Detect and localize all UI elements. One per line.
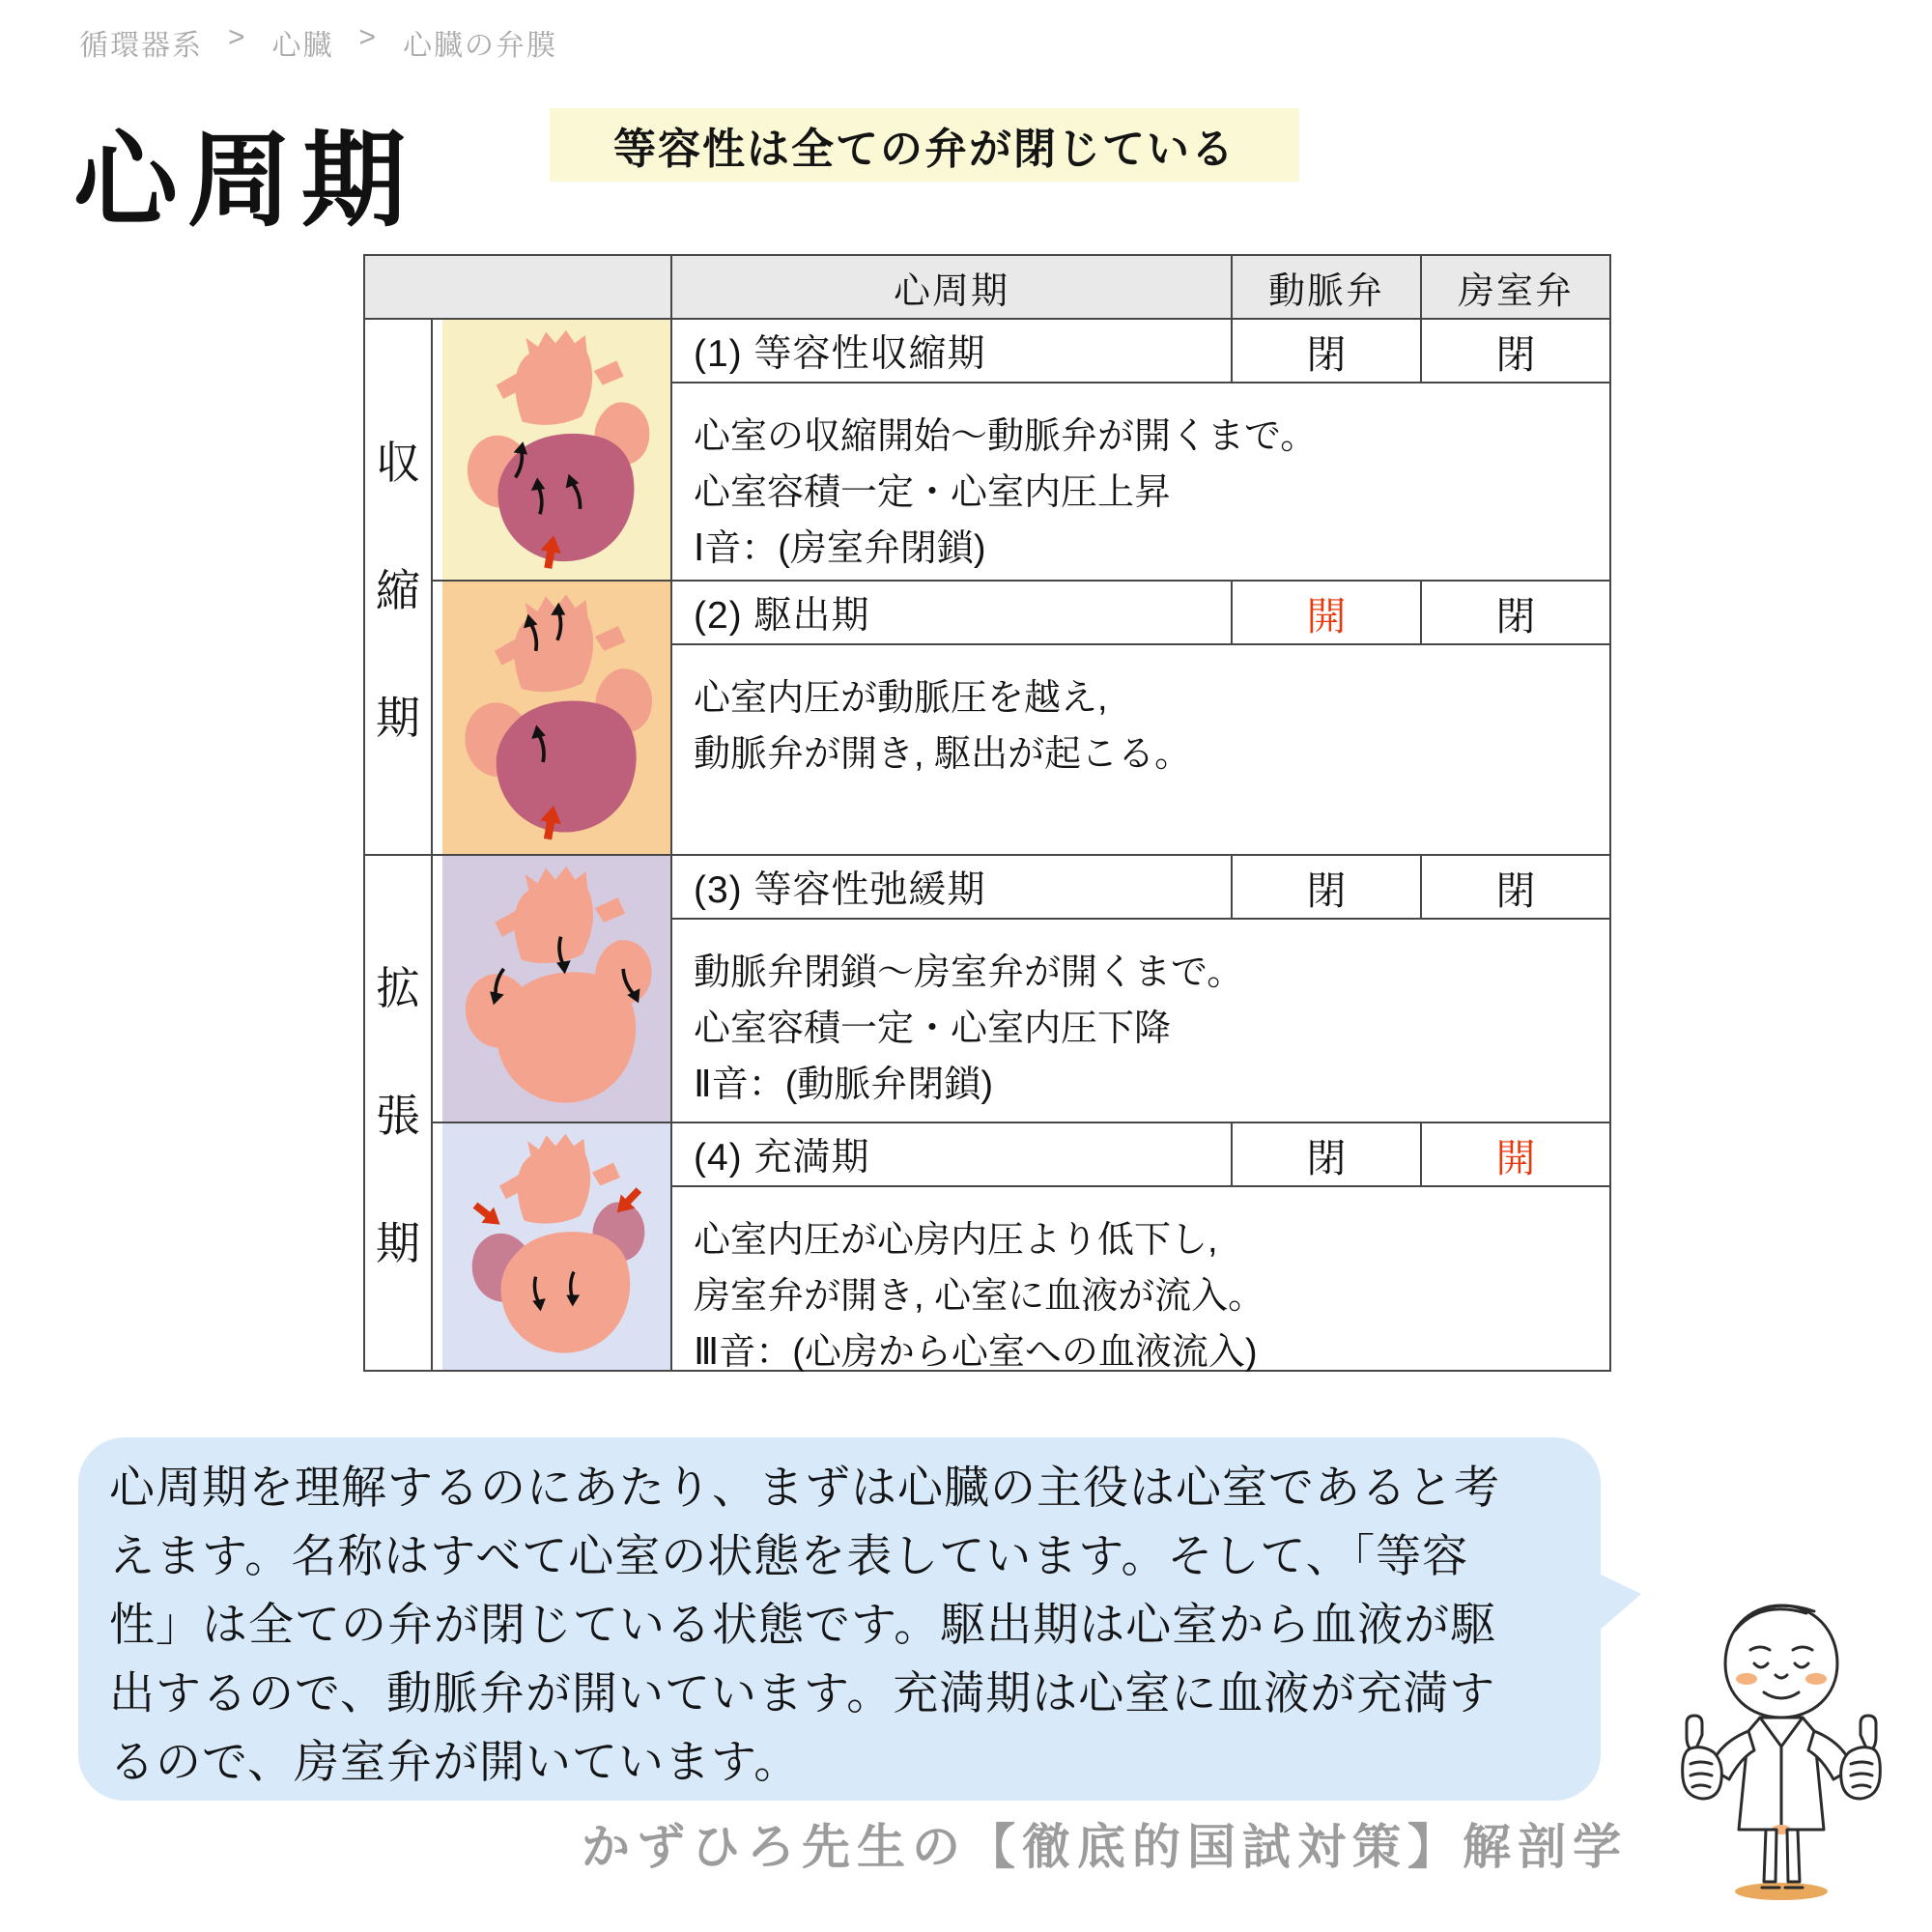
cardiac-cycle-table bbox=[363, 254, 1611, 1372]
description-line: 心室容積一定・心室内圧上昇 bbox=[694, 472, 1172, 513]
row1-description bbox=[672, 384, 1609, 580]
row1-title: (1) 等容性収縮期 bbox=[672, 320, 1231, 382]
header-av-valve: 房室弁 bbox=[1422, 256, 1609, 318]
phase-label-systole bbox=[365, 320, 431, 854]
description-line: 房室弁が開き, 心室に血液が流入。 bbox=[694, 1276, 1265, 1317]
bubble-line: るので、房室弁が開いています。 bbox=[109, 1736, 801, 1787]
row2-title: (2) 駆出期 bbox=[672, 582, 1231, 643]
header-empty-cell bbox=[365, 256, 670, 318]
heart-illustration-row4 bbox=[433, 1123, 670, 1370]
description-line: 心室内圧が心房内圧より低下し, bbox=[694, 1220, 1218, 1261]
description-line: Ⅰ音：(房室弁閉鎖) bbox=[694, 528, 986, 569]
phase-char: 張 bbox=[376, 1091, 420, 1141]
breadcrumb-item-circulatory[interactable]: 循環器系 bbox=[79, 30, 203, 62]
row3-title: (3) 等容性弛緩期 bbox=[672, 856, 1231, 918]
row4-arterial-valve-state: 閉 bbox=[1233, 1123, 1420, 1185]
phase-char: 期 bbox=[376, 692, 420, 743]
description-line: 動脈弁が開き, 駆出が起こる。 bbox=[694, 734, 1192, 775]
description-line: Ⅲ音：(心房から心室への血液流入) bbox=[694, 1332, 1258, 1373]
breadcrumb-separator: > bbox=[228, 21, 247, 53]
row3-arterial-valve-state: 閉 bbox=[1233, 856, 1420, 918]
page-title: 心周期 bbox=[73, 122, 416, 239]
heart-illustration-row2 bbox=[433, 582, 670, 854]
row1-arterial-valve-state: 閉 bbox=[1233, 320, 1420, 382]
heart-illustration-row1 bbox=[433, 320, 670, 580]
description-line: Ⅱ音：(動脈弁閉鎖) bbox=[694, 1065, 994, 1105]
explanation-speech-bubble bbox=[78, 1437, 1601, 1801]
breadcrumb-item-heart[interactable]: 心臓 bbox=[271, 30, 334, 62]
phase-label-diastole bbox=[365, 856, 431, 1370]
row4-av-valve-state: 開 bbox=[1422, 1123, 1609, 1185]
speech-bubble-tail bbox=[1597, 1573, 1641, 1633]
breadcrumb-separator: > bbox=[358, 21, 379, 53]
highlight-note: 等容性は全ての弁が閉じている bbox=[550, 108, 1299, 182]
description-line: 心室の収縮開始〜動脈弁が開くまで。 bbox=[694, 416, 1318, 457]
heart-illustration-row3 bbox=[433, 856, 670, 1122]
teacher-mascot-illustration bbox=[1667, 1586, 1899, 1905]
bubble-line: えます。名称はすべて心室の状態を表しています。そして、「等容 bbox=[109, 1530, 1469, 1581]
row3-av-valve-state: 閉 bbox=[1422, 856, 1609, 918]
footer-credit: かずひろ先生の【徹底的国試対策】解剖学 bbox=[582, 1820, 1628, 1874]
bubble-line: 出するので、動脈弁が開いています。充満期は心室に血液が充満す bbox=[109, 1667, 1496, 1719]
breadcrumb-item-valves[interactable]: 心臓の弁膜 bbox=[403, 30, 558, 62]
header-arterial-valve: 動脈弁 bbox=[1233, 256, 1420, 318]
header-cycle: 心周期 bbox=[672, 256, 1231, 318]
description-line: 動脈弁閉鎖〜房室弁が開くまで。 bbox=[694, 952, 1244, 993]
phase-char: 拡 bbox=[376, 963, 420, 1013]
row3-description bbox=[672, 920, 1609, 1122]
row2-arterial-valve-state: 開 bbox=[1233, 582, 1420, 643]
row4-description bbox=[672, 1187, 1609, 1373]
bubble-line: 性」は全ての弁が閉じている状態です。駆出期は心室から血液が駆 bbox=[109, 1599, 1497, 1650]
phase-char: 収 bbox=[376, 437, 420, 488]
row4-title: (4) 充満期 bbox=[672, 1123, 1231, 1185]
row2-description bbox=[672, 645, 1609, 854]
phase-char: 縮 bbox=[376, 564, 420, 615]
breadcrumb bbox=[79, 21, 557, 64]
phase-char: 期 bbox=[376, 1218, 420, 1268]
description-line: 心室容積一定・心室内圧下降 bbox=[694, 1009, 1172, 1049]
description-line: 心室内圧が動脈圧を越え, bbox=[694, 678, 1108, 719]
bubble-line: 心周期を理解するのにあたり、まずは心臓の主役は心室であると考 bbox=[109, 1462, 1500, 1513]
row1-av-valve-state: 閉 bbox=[1422, 320, 1609, 382]
row2-av-valve-state: 閉 bbox=[1422, 582, 1609, 643]
